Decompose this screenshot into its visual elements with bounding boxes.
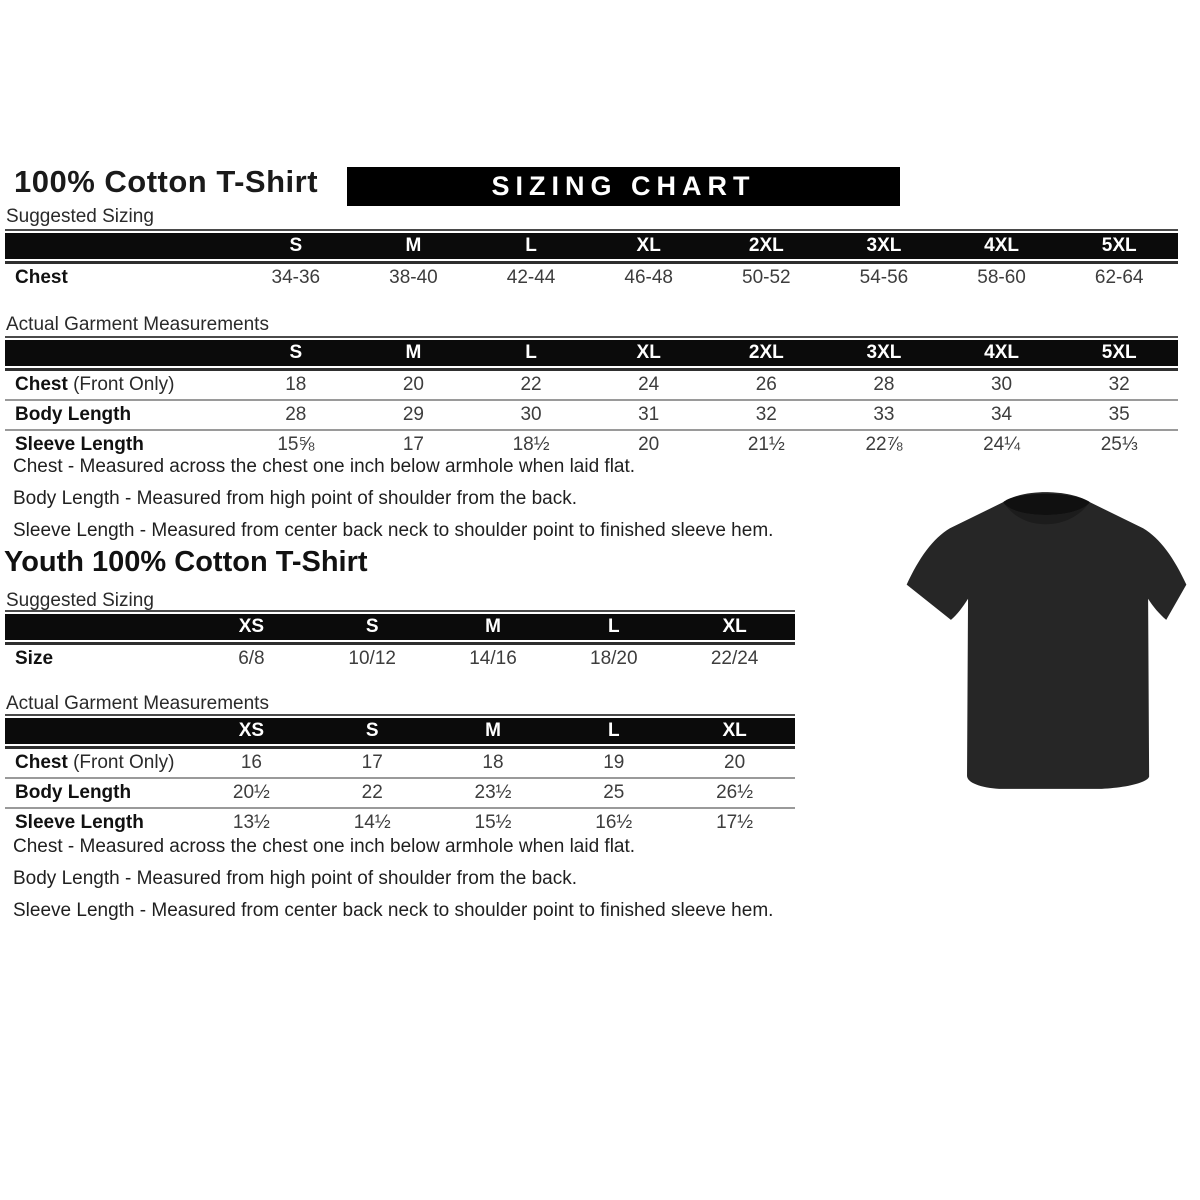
measurement-cell: 18 [237,368,355,399]
size-column-header-m: M [433,716,554,746]
measurement-cell: 24 [590,368,708,399]
table-row [5,368,1178,399]
row-label: Sleeve Length [15,812,144,833]
row-label-cell [5,261,237,292]
note-body-length: Body Length - Measured from high point of shoulder from the back. [13,488,577,509]
size-column-header-m: M [355,338,473,368]
size-column-header-xl: XL [674,612,795,642]
row-label: Chest [15,374,68,395]
measurement-cell: 28 [237,399,355,429]
table-row [5,642,795,673]
measurement-cell: 10/12 [312,642,433,673]
youth-suggested-sizing-label: Suggested Sizing [6,590,154,611]
size-column-header-s: S [312,612,433,642]
measurement-cell: 20 [590,429,708,459]
measurement-cell: 21½ [708,429,826,459]
measurement-cell: 34-36 [237,261,355,292]
measurement-cell: 22⅞ [825,429,943,459]
row-label-cell [5,642,191,673]
measurement-cell: 32 [708,399,826,429]
row-label-cell [5,777,191,807]
measurement-cell: 26 [708,368,826,399]
size-column-header-s: S [237,231,355,261]
measurement-cell: 14/16 [433,642,554,673]
note-body-length: Body Length - Measured from high point of shoulder from the back. [13,868,577,889]
size-column-header-l: L [472,338,590,368]
measurement-cell: 16 [191,746,312,777]
measurement-cell: 19 [553,746,674,777]
size-column-header-s: S [237,338,355,368]
youth-measurement-notes [13,836,773,932]
measurement-cell: 38-40 [355,261,473,292]
size-column-header-2xl: 2XL [708,231,826,261]
page-title: 100% Cotton T-Shirt [14,164,319,199]
header-corner-cell [5,338,237,368]
tshirt-silhouette-icon [893,478,1198,810]
row-label: Sleeve Length [15,434,144,455]
measurement-cell: 33 [825,399,943,429]
measurement-cell: 31 [590,399,708,429]
row-label-cell [5,399,237,429]
header-corner-cell [5,612,191,642]
size-column-header-xs: XS [191,612,312,642]
table-row [5,746,795,777]
row-label: Size [15,648,54,669]
measurement-cell: 50-52 [708,261,826,292]
size-column-header-xs: XS [191,716,312,746]
row-label: Body Length [15,782,132,803]
measurement-cell: 54-56 [825,261,943,292]
tshirt-image [893,478,1198,810]
note-chest: Chest - Measured across the chest one inch below armhole when laid flat. [13,456,636,477]
adult-garment-measurements-table [5,336,1178,459]
note-chest: Chest - Measured across the chest one inch below armhole when laid flat. [13,836,636,857]
row-label: Chest [15,752,68,773]
table-header-row [5,716,795,746]
note-sleeve-length: Sleeve Length - Measured from center back neck to shoulder point to finished sleeve hem. [13,520,774,541]
measurement-cell: 35 [1060,399,1178,429]
size-column-header-l: L [553,716,674,746]
row-label-suffix: (Front Only) [67,374,175,395]
sizing-chart-banner: SIZING CHART [347,167,900,206]
measurement-cell: 46-48 [590,261,708,292]
table-header-row [5,231,1178,261]
table-header-row [5,612,795,642]
measurement-cell: 22 [472,368,590,399]
size-column-header-m: M [433,612,554,642]
size-column-header-5xl: 5XL [1060,338,1178,368]
measurement-cell: 22/24 [674,642,795,673]
measurement-cell: 18/20 [553,642,674,673]
measurement-cell: 26½ [674,777,795,807]
measurement-cell: 18 [433,746,554,777]
adult-suggested-sizing-label: Suggested Sizing [6,206,154,227]
row-label: Chest [15,267,68,288]
measurement-cell: 16½ [553,807,674,837]
measurement-cell: 23½ [433,777,554,807]
adult-measurement-notes [13,456,773,552]
measurement-cell: 15½ [433,807,554,837]
measurement-cell: 24¼ [943,429,1061,459]
measurement-cell: 14½ [312,807,433,837]
measurement-cell: 28 [825,368,943,399]
header-corner-cell [5,231,237,261]
size-column-header-3xl: 3XL [825,338,943,368]
size-column-header-l: L [472,231,590,261]
measurement-cell: 22 [312,777,433,807]
size-column-header-2xl: 2XL [708,338,826,368]
size-column-header-m: M [355,231,473,261]
measurement-cell: 20 [355,368,473,399]
measurement-cell: 25 [553,777,674,807]
size-column-header-4xl: 4XL [943,231,1061,261]
row-label-cell [5,429,237,459]
table-row [5,399,1178,429]
note-sleeve-length: Sleeve Length - Measured from center back neck to shoulder point to finished sleeve hem. [13,900,774,921]
measurement-cell: 20 [674,746,795,777]
row-label-cell [5,746,191,777]
measurement-cell: 15⅝ [237,429,355,459]
measurement-cell: 13½ [191,807,312,837]
measurement-cell: 17½ [674,807,795,837]
row-label-suffix: (Front Only) [67,752,175,773]
size-column-header-4xl: 4XL [943,338,1061,368]
table-row [5,777,795,807]
size-column-header-l: L [553,612,674,642]
table-row [5,429,1178,459]
measurement-cell: 62-64 [1060,261,1178,292]
measurement-cell: 6/8 [191,642,312,673]
size-column-header-xl: XL [590,338,708,368]
youth-suggested-sizing-table [5,610,795,673]
row-label: Body Length [15,404,132,425]
measurement-cell: 34 [943,399,1061,429]
measurement-cell: 20½ [191,777,312,807]
size-column-header-xl: XL [590,231,708,261]
table-row [5,807,795,837]
size-column-header-5xl: 5XL [1060,231,1178,261]
measurement-cell: 32 [1060,368,1178,399]
row-label-cell [5,807,191,837]
youth-garment-measurements-label: Actual Garment Measurements [6,693,269,714]
size-column-header-3xl: 3XL [825,231,943,261]
size-column-header-s: S [312,716,433,746]
size-column-header-xl: XL [674,716,795,746]
header-corner-cell [5,716,191,746]
youth-garment-measurements-table [5,714,795,837]
measurement-cell: 29 [355,399,473,429]
measurement-cell: 25⅓ [1060,429,1178,459]
measurement-cell: 42-44 [472,261,590,292]
adult-suggested-sizing-table [5,229,1178,292]
youth-page-title: Youth 100% Cotton T-Shirt [4,546,368,578]
table-header-row [5,338,1178,368]
measurement-cell: 30 [943,368,1061,399]
measurement-cell: 17 [355,429,473,459]
measurement-cell: 58-60 [943,261,1061,292]
measurement-cell: 30 [472,399,590,429]
table-row [5,261,1178,292]
adult-garment-measurements-label: Actual Garment Measurements [6,314,269,335]
row-label-cell [5,368,237,399]
measurement-cell: 18½ [472,429,590,459]
measurement-cell: 17 [312,746,433,777]
